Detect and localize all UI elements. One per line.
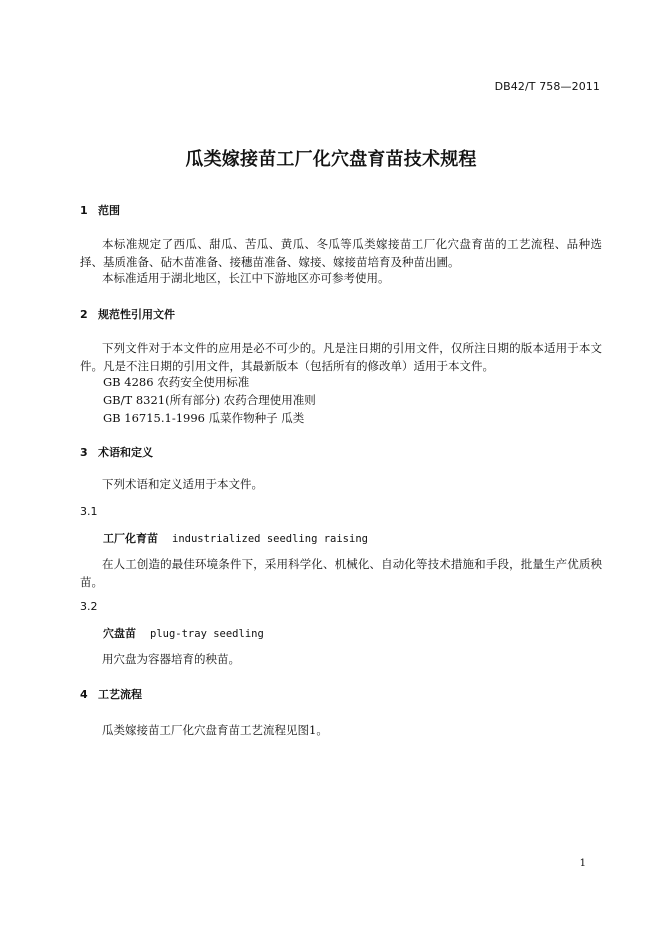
page-number: 1 xyxy=(579,858,586,869)
section-3-heading xyxy=(80,444,153,460)
section-title: 规范性引用文件 xyxy=(98,308,175,321)
reference-item: GB 4286 农药安全使用标准 xyxy=(103,375,250,389)
section-2-paragraph-1: 下列文件对于本文件的应用是必不可少的。凡是注日期的引用文件，仅所注日期的版本适用于本文件。凡是不注日期的引用文件，其最新版本（包括所有的修改单）适用于本文件。 xyxy=(80,341,602,373)
reference-item: GB 16715.1-1996 瓜菜作物种子 瓜类 xyxy=(103,411,305,425)
section-1-heading xyxy=(80,202,120,218)
term-definition: 在人工创造的最佳环境条件下，采用科学化、机械化、自动化等技术措施和手段，批量生产优质秧苗。 xyxy=(80,557,602,589)
document-title: 瓜类嫁接苗工厂化穴盘育苗技术规程 xyxy=(185,149,477,170)
term-definition: 用穴盘为容器培育的秧苗。 xyxy=(102,652,240,666)
section-title: 范围 xyxy=(98,204,120,217)
term-english: industrialized seedling raising xyxy=(172,533,368,545)
section-3-paragraph-1: 下列术语和定义适用于本文件。 xyxy=(102,477,263,491)
reference-item: GB/T 8321(所有部分) 农药合理使用准则 xyxy=(103,393,316,407)
section-number: 1 xyxy=(80,204,88,217)
term-number: 3.1 xyxy=(80,505,98,518)
section-4-heading xyxy=(80,686,142,702)
section-2-heading xyxy=(80,306,175,322)
section-title: 术语和定义 xyxy=(98,446,153,459)
section-4-paragraph-1: 瓜类嫁接苗工厂化穴盘育苗工艺流程见图1。 xyxy=(102,723,328,737)
section-number: 4 xyxy=(80,688,88,701)
term-chinese: 穴盘苗 xyxy=(103,627,136,640)
term-title xyxy=(103,530,368,546)
section-number: 2 xyxy=(80,308,88,321)
term-english: plug-tray seedling xyxy=(150,628,264,640)
term-number: 3.2 xyxy=(80,600,98,613)
section-number: 3 xyxy=(80,446,88,459)
term-title xyxy=(103,625,264,641)
document-number: DB42/T 758—2011 xyxy=(494,80,600,93)
section-1-paragraph-2: 本标准适用于湖北地区，长江中下游地区亦可参考使用。 xyxy=(102,271,390,285)
section-1-paragraph-1: 本标准规定了西瓜、甜瓜、苦瓜、黄瓜、冬瓜等瓜类嫁接苗工厂化穴盘育苗的工艺流程、品种选择、基质准备、砧木苗准备、接穗苗准备、嫁接、嫁接苗培育及种苗出圃。 xyxy=(80,237,602,269)
section-title: 工艺流程 xyxy=(98,688,142,701)
term-chinese: 工厂化育苗 xyxy=(103,532,158,545)
